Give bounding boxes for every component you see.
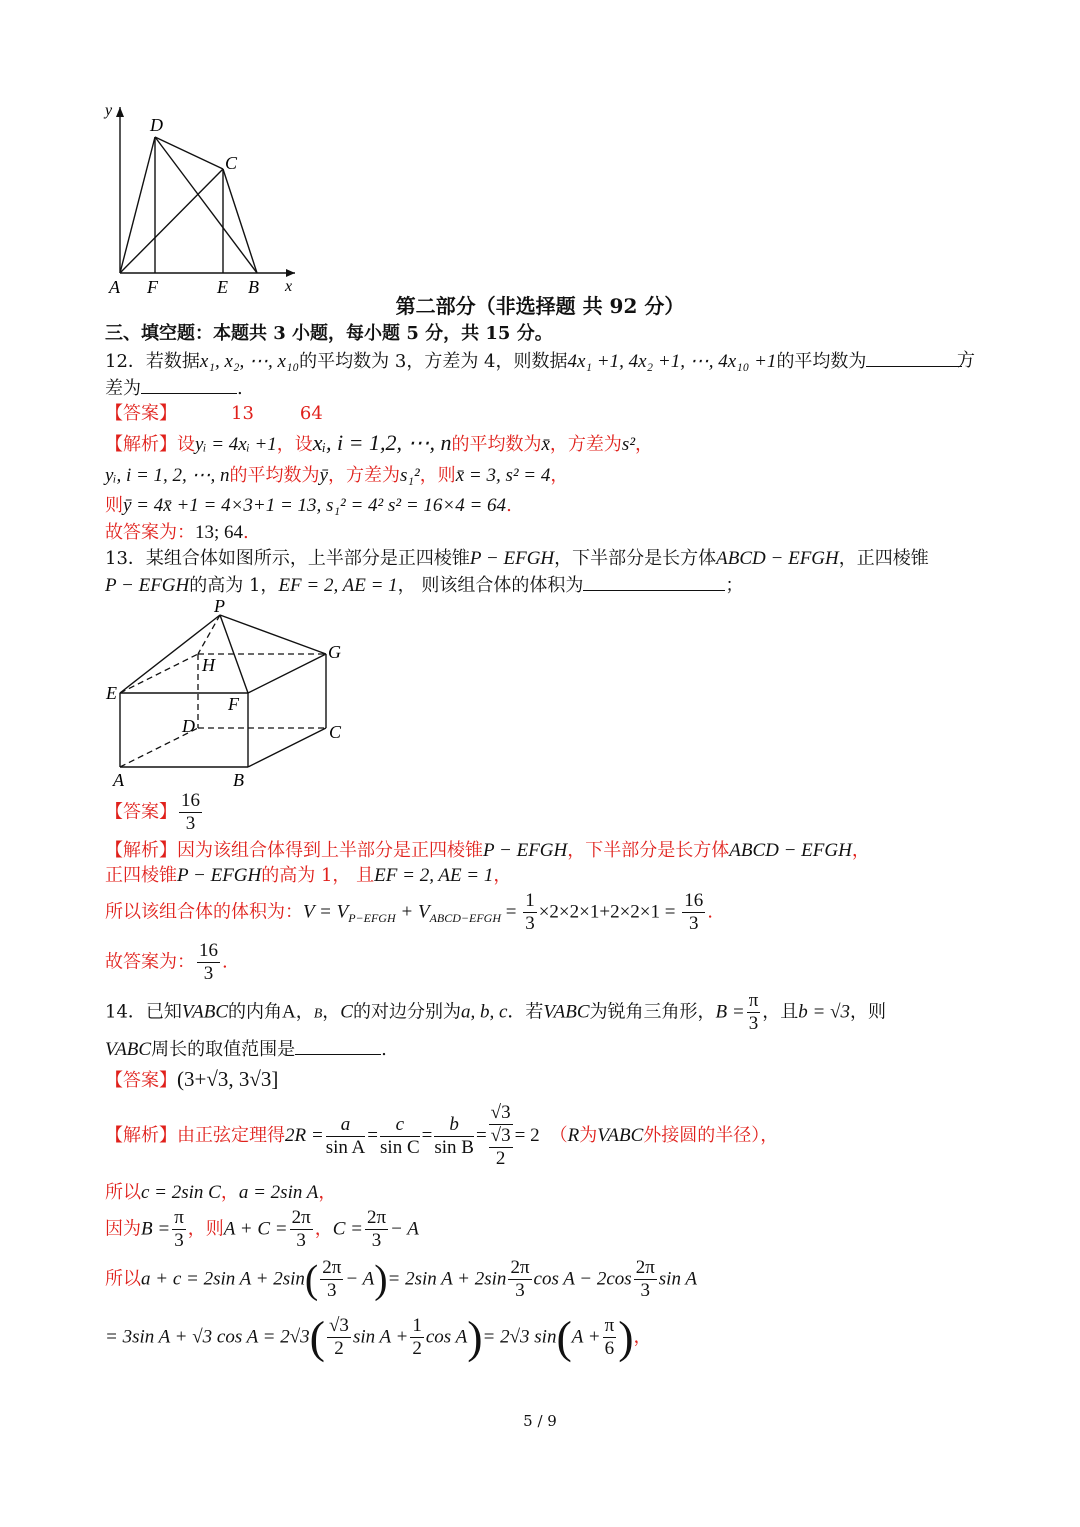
label-B: B (233, 770, 244, 790)
q13-answer-num: 16 (181, 790, 200, 811)
q13-a3-sub1: P−EFGH (348, 911, 396, 926)
q13-a3-f2n: 16 (684, 890, 704, 911)
q14-a5-f2d: 2 (412, 1338, 422, 1359)
q12-a1: 设 (177, 434, 195, 455)
q13-a3-m1: V = V (303, 901, 349, 923)
q13-l1-b: ，下半部分是长方体 (554, 548, 717, 569)
q14-a1-f4dn: √3 (490, 1125, 511, 1146)
q13-l1-a: 13．某组合体如图所示，上半部分是正四棱锥 (105, 548, 470, 569)
label-D: D (150, 115, 163, 135)
q14-l2-m1: VABC (105, 1039, 152, 1060)
q14-a4-frac3 (634, 1257, 657, 1302)
q12-a1-m4: s² (621, 434, 636, 455)
q14-a1-f3n: b (434, 1114, 474, 1137)
q14-a3-b: ，则 (187, 1218, 224, 1240)
page-number: 5 / 9 (523, 1412, 557, 1430)
q13-a3-f1n: 1 (525, 890, 535, 911)
q14-a5-m2: sin A + (352, 1326, 409, 1348)
q14-l1-frac (747, 990, 761, 1035)
q13-l2-m1: P − EFGH (105, 575, 190, 596)
q13-l1-c: ，正四棱锥 (838, 548, 929, 569)
q14-a5-frac3 (603, 1315, 617, 1360)
solid-figure (100, 595, 360, 795)
q14-a4-f2d: 3 (515, 1280, 525, 1301)
label-F: F (228, 694, 239, 714)
q13-a3-m3: = (500, 901, 522, 923)
q13-a2-b: 的高为 1， 且 (261, 865, 375, 886)
q12-a2-c: ，则 (419, 465, 456, 486)
q12-text-f: . (237, 378, 243, 399)
q13-a3-m4: ×2×2×1+2×2×1 = (538, 901, 681, 923)
q14-a3-f2d: 3 (296, 1230, 306, 1251)
q12-a1-b: ，设 (276, 434, 313, 455)
q14-a1-f3d: sin B (434, 1136, 474, 1158)
q14-analysis-line2 (105, 1182, 336, 1204)
q13-a1-m1: P − EFGH (483, 840, 568, 861)
q14-a5-m3: cos A (425, 1326, 468, 1348)
q12-a2-m1: yᵢ, i = 1, 2, ⋯, n (105, 465, 230, 486)
q14-l1-h: ，且 (762, 1001, 799, 1023)
q14-a4-m4: cos A − 2cos (533, 1268, 632, 1290)
q14-a5-m4: = 2√3 sin (482, 1326, 557, 1348)
q14-a4-f2n: 2π (510, 1257, 530, 1278)
q14-a1-frac2 (380, 1114, 420, 1159)
q13-answer-tag: 【答案】 (105, 801, 177, 823)
q14-a4-a: 所以 (105, 1268, 141, 1290)
label-E: E (106, 683, 117, 703)
q12-data1: x₁, x₂, ⋯, x₁₀ (199, 351, 300, 372)
q13-l1-m1: P − EFGH (469, 548, 555, 569)
q14-a3-m2: A + C = (223, 1218, 288, 1240)
q12-blank-1 (866, 350, 962, 367)
q12-text-c: 的平均数为 (776, 351, 867, 372)
q14-a4-f3n: 2π (635, 1257, 655, 1278)
q14-a1-f4dd: 2 (495, 1148, 506, 1169)
q14-a4-fd: 3 (327, 1280, 337, 1301)
q13-answer (105, 790, 204, 835)
q13-a1-c: ， (851, 840, 870, 861)
q13-a2-a: 正四棱锥 (105, 865, 177, 886)
q14-a1-m4: VABC (597, 1125, 644, 1146)
q12-text-d: 方 (957, 350, 975, 371)
q12-answer (105, 403, 323, 425)
q14-l1-m2: A (282, 1001, 296, 1023)
q13-l1-m2: ABCD − EFGH (716, 548, 839, 569)
q12-a1-m2: xᵢ, i = 1,2, ⋯, n (312, 430, 452, 455)
q14-a4-m5: sin A (658, 1268, 697, 1290)
q14-l1-i: ，则 (850, 1001, 887, 1023)
q14-l1-m6: VABC (543, 1001, 590, 1023)
q13-a2-m2: EF = 2, AE = 1 (374, 865, 494, 886)
q12-answer-1: 13 (231, 403, 254, 424)
q13-final-d: 3 (203, 963, 214, 984)
q14-a5-frac2 (410, 1315, 424, 1360)
q13-analysis-tag: 【解析】 (105, 840, 177, 861)
label-G: G (328, 642, 341, 662)
q14-l1-b: 的内角 (228, 1001, 282, 1023)
q13-blank (583, 574, 725, 591)
q14-a2-b: ， (220, 1182, 239, 1203)
q14-a1-m2: = 2 (514, 1125, 540, 1146)
q14-l1-g: 为锐角三角形， (589, 1001, 716, 1023)
y-arrow-icon (116, 107, 124, 117)
q14-l2-b: . (381, 1039, 387, 1060)
q13-final-a: 故答案为： (105, 951, 195, 973)
section-heading: 三、填空题：本题共 3 小题，每小题 5 分，共 15 分。 (105, 323, 553, 344)
q12-a1-d: ，方差为 (549, 434, 622, 455)
q14-a1-f4n: √3 (490, 1102, 511, 1123)
q12-a1-m1: yᵢ = 4xᵢ +1 (195, 434, 277, 455)
q13-a3-a: 所以该组合体的体积为： (105, 901, 303, 923)
q14-a5-frac1 (327, 1315, 351, 1360)
q13-a3-m2: + V (395, 901, 430, 923)
q14-a1-m1: 2R = (285, 1125, 324, 1146)
q14-a1-f2n: c (380, 1114, 420, 1137)
q13-l2-c: ； (725, 575, 744, 596)
q14-answer-m: (3+√3, 3√3] (177, 1067, 279, 1091)
q12-a1-e: ， (635, 434, 654, 455)
q14-a5-f3n: π (604, 1315, 615, 1336)
q14-a3-m1: B = (141, 1218, 171, 1240)
label-y: y (105, 102, 113, 119)
q12-answer-2: 64 (299, 403, 323, 424)
q14-a5-m5: A + (571, 1326, 601, 1348)
q14-a1-f1d: sin A (325, 1136, 366, 1158)
q13-a3-frac2 (682, 890, 705, 935)
q14-a3-f1d: 3 (174, 1230, 184, 1251)
q14-answer-tag: 【答案】 (105, 1070, 177, 1091)
q14-a2-m2: a = 2sin A (238, 1182, 319, 1203)
q13-a1-m2: ABCD − EFGH (729, 840, 852, 861)
q13-answer-frac (179, 790, 202, 835)
q14-l1-m8: b = √3 (798, 1001, 851, 1023)
q14-a1-a: 由正弦定理得 (177, 1125, 285, 1146)
q12-final-m: 13; 64 (195, 522, 244, 543)
q14-analysis-line1: 【解析】由正弦定理得2R = $\frac{a}{\text{sin A}}$ = $\frac{c}{\text{sin C}}$ = $\frac{b}{\text{sin B}}$ = $\frac{√3}{\frac{√3}{2}}$ = 2 （R为VABC外接圆的半径）， (105, 1102, 779, 1169)
q14-a3-frac3 (365, 1207, 388, 1252)
section-title: 第二部分（非选择题 共 92 分） (395, 294, 685, 318)
label-A: A (113, 770, 124, 790)
q14-a3-m4: − A (390, 1218, 419, 1240)
q14-a5-f3d: 6 (604, 1338, 615, 1359)
q14-a5-b: ， (633, 1326, 652, 1348)
q14-a5-f2n: 1 (412, 1315, 422, 1336)
q14-a3-f1n: π (174, 1207, 184, 1228)
q14-l1-fn: π (748, 990, 759, 1011)
q13-line1 (105, 548, 929, 570)
q14-answer (105, 1068, 278, 1092)
q13-final-frac (197, 940, 220, 985)
q13-a3-b: . (707, 901, 713, 923)
q12-a3-a: 则 (105, 495, 123, 516)
q14-a2-m1: c = 2sin C (141, 1182, 221, 1203)
q14-a3-a: 因为 (105, 1218, 141, 1240)
q12-answer-tag: 【答案】 (105, 403, 177, 424)
q12-a2-m3: s₁² (399, 465, 420, 486)
label-H: H (202, 655, 215, 675)
q14-analysis-line3 (105, 1207, 419, 1252)
q14-a4-frac1 (320, 1257, 343, 1302)
q14-a2-c: ， (318, 1182, 337, 1203)
q13-analysis-line2 (105, 865, 511, 887)
q12-blank-2 (141, 377, 237, 394)
q13-a2-m1: P − EFGH (177, 865, 262, 886)
q14-a5-m1: = 3sin A + √3 cos A = 2√3 (105, 1326, 310, 1348)
q12-a1-m3: x̄ (541, 434, 550, 455)
q12-line1 (105, 350, 962, 373)
q14-line1 (105, 990, 886, 1035)
q12-final (105, 522, 249, 544)
q13-l2-m2: EF = 2, AE = 1 (278, 575, 398, 596)
q13-answer-den: 3 (185, 813, 196, 834)
q13-a1-b: ，下半部分是长方体 (567, 840, 730, 861)
q13-a3-sub2: ABCD−EFGH (429, 911, 501, 926)
label-P: P (214, 596, 225, 616)
q14-l1-d: ， (322, 1001, 341, 1023)
q12-final-a: 故答案为： (105, 522, 195, 543)
q12-analysis-line2 (105, 465, 568, 487)
q12-a2-m4: x̄ = 3, s² = 4 (455, 465, 551, 486)
q12-final-b: . (243, 522, 249, 543)
q14-line2 (105, 1038, 387, 1061)
q14-analysis-tag: 【解析】 (105, 1125, 177, 1146)
q13-a2-c: ， (493, 865, 512, 886)
q12-a1-c: 的平均数为 (451, 434, 542, 455)
q12-a2-b: ，方差为 (327, 465, 400, 486)
q14-analysis-line5: = 3sin A + √3 cos A = 2√3( $\frac{√3}{2}$ sin A + $\frac{1}{2}$ cos A)= 2√3 sin(A + $\frac{\pi}{6}$ )， (105, 1311, 652, 1363)
q13-final-n: 16 (199, 940, 218, 961)
q14-a4-frac2 (508, 1257, 531, 1302)
q13-analysis-line3 (105, 890, 713, 935)
q14-a1-f2d: sin C (380, 1136, 420, 1158)
q14-a1-d: 外接圆的半径）， (643, 1125, 779, 1146)
q12-a2-d: ， (550, 465, 569, 486)
q12-line2 (105, 377, 243, 400)
q14-l1-m4: C (340, 1001, 353, 1023)
q14-l1-m5: a, b, c (460, 1001, 508, 1023)
q14-a3-frac1 (172, 1207, 186, 1252)
q14-a4-f3d: 3 (640, 1280, 650, 1301)
q12-a2-a: 的平均数为 (229, 465, 320, 486)
q14-blank (295, 1038, 381, 1055)
label-E: E (217, 277, 228, 297)
q13-a3-frac1 (523, 890, 537, 935)
q14-a5-f1n: √3 (329, 1315, 349, 1336)
q14-a3-f3n: 2π (366, 1207, 387, 1228)
q14-l1-e: 的对边分别为 (352, 1001, 461, 1023)
q12-text-e: 差为 (105, 378, 141, 399)
q14-a1-frac1 (326, 1114, 366, 1159)
q14-a4-fn: 2π (322, 1257, 342, 1278)
q12-text-b: 的平均数为 3，方差为 4，则数据 (299, 351, 568, 372)
q14-a1-m3: R (567, 1125, 580, 1146)
q14-l1-fd: 3 (748, 1013, 759, 1034)
label-B: B (248, 277, 259, 297)
q13-a1-a: 因为该组合体得到上半部分是正四棱锥 (177, 840, 483, 861)
q12-text-a: 12．若数据 (105, 351, 200, 372)
q14-a1-frac4 (489, 1102, 513, 1170)
label-D: D (182, 716, 195, 736)
label-C: C (329, 722, 342, 742)
q14-a4-m3: = 2sin A + 2sin (387, 1268, 507, 1290)
q14-a1-b: （ (549, 1125, 568, 1146)
q14-a1-f1n: a (326, 1114, 366, 1137)
q13-l2-b: ， 则该组合体的体积为 (397, 575, 584, 596)
q13-l2-a: 的高为 1， (189, 575, 279, 596)
q14-l1-m1: VABC (181, 1001, 228, 1023)
label-F: F (147, 277, 158, 297)
q14-a4-m2: − A (345, 1268, 375, 1290)
q14-a3-frac2 (290, 1207, 313, 1252)
q12-analysis-line1 (105, 432, 653, 456)
label-C: C (225, 153, 238, 173)
q14-l1-a: 14．已知 (105, 1001, 182, 1023)
q14-a3-m3: C = (332, 1218, 363, 1240)
q14-l1-c: ， (295, 1001, 314, 1023)
q14-l1-m7: B = (715, 1001, 745, 1023)
q14-a2-a: 所以 (105, 1182, 141, 1203)
label-A: A (109, 277, 120, 297)
q13-final-b: . (222, 951, 228, 973)
q14-a1-frac3 (434, 1114, 474, 1159)
q12-a3-m1: ȳ = 4x̄ +1 = 4×3+1 = 13, s₁² = 4² s² = 16×4 = 64 (123, 495, 507, 516)
q14-l2-a: 周长的取值范围是 (151, 1039, 296, 1060)
q14-a1-c: 为 (579, 1125, 598, 1146)
q12-a2-m2: ȳ (319, 465, 328, 486)
q13-a3-f1d: 3 (525, 913, 535, 934)
q13-analysis-line1 (105, 840, 870, 862)
q13-line2 (105, 574, 743, 597)
q12-analysis-line3 (105, 495, 512, 517)
q13-a3-f2d: 3 (688, 913, 699, 934)
coordinate-figure (95, 95, 310, 300)
q12-data2: 4x₁ +1, 4x₂ +1, ⋯, 4x₁₀ +1 (567, 351, 777, 372)
q14-a3-f3d: 3 (371, 1230, 382, 1251)
label-x: x (285, 278, 293, 295)
q14-a3-c: ， (314, 1218, 333, 1240)
q12-a3-b: . (506, 495, 512, 516)
q12-analysis-tag: 【解析】 (105, 434, 177, 455)
q14-a5-f1d: 2 (334, 1338, 344, 1359)
x-arrow-icon (286, 269, 295, 277)
q14-a3-f2n: 2π (291, 1207, 311, 1228)
q14-l1-m3: B (313, 1006, 323, 1022)
q14-a4-m1: a + c = 2sin A + 2sin (141, 1268, 305, 1290)
q13-final (105, 940, 228, 985)
q14-l1-f: ．若 (507, 1001, 544, 1023)
q14-analysis-line4: 所以a + c = 2sin A + 2sin( $\frac{2\pi}{3}$ − A)= 2sin A + 2sin $\frac{2\pi}{3}$ cos A − 2cos $\frac{2\pi}{3}$ sin A (105, 1256, 697, 1302)
